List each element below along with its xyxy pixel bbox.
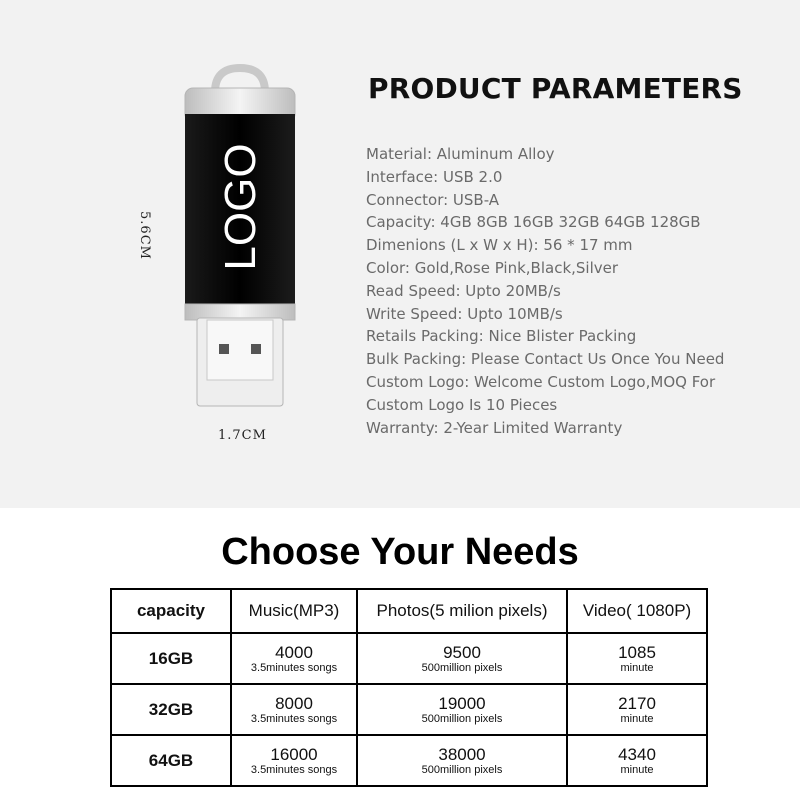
photos-cell (357, 735, 567, 786)
photos-value: 9500 (443, 642, 481, 662)
capacity-table (110, 588, 708, 787)
music-value: 8000 (275, 693, 313, 713)
video-cell (567, 735, 707, 786)
photos-cell (357, 633, 567, 684)
photos-value: 19000 (438, 693, 486, 713)
photos-value: 38000 (438, 744, 486, 764)
header-photos: Photos(5 milion pixels) (357, 589, 567, 633)
music-cell (231, 633, 357, 684)
music-note: 3.5minutes songs (250, 763, 338, 776)
needs-title: Choose Your Needs (221, 531, 579, 573)
parameter-line: Color: Gold,Rose Pink,Black,Silver (366, 258, 619, 277)
logo-text: LOGO (216, 143, 265, 271)
capacity-cell: 64GB (111, 735, 231, 786)
video-note: minute (620, 661, 654, 674)
video-value: 2170 (618, 693, 656, 713)
header-video: Video( 1080P) (567, 589, 707, 633)
video-note: minute (620, 763, 654, 776)
photos-note: 500million pixels (421, 763, 503, 776)
parameter-line: Bulk Packing: Please Contact Us Once You Need (366, 350, 725, 369)
parameters-list (366, 143, 786, 439)
photos-note: 500million pixels (421, 661, 503, 674)
video-note: minute (620, 712, 654, 725)
photos-note: 500million pixels (421, 712, 503, 725)
table-row (111, 735, 707, 786)
music-cell (231, 735, 357, 786)
capacity-cell: 16GB (111, 633, 231, 684)
parameter-line: Warranty: 2-Year Limited Warranty (366, 418, 623, 437)
parameter-line: Custom Logo: Welcome Custom Logo,MOQ For (366, 372, 716, 391)
video-cell (567, 633, 707, 684)
parameter-line: Connector: USB-A (366, 190, 500, 209)
header-capacity: capacity (111, 589, 231, 633)
music-note: 3.5minutes songs (250, 712, 338, 725)
video-value: 4340 (618, 744, 656, 764)
video-cell (567, 684, 707, 735)
parameters-title: PRODUCT PARAMETERS (368, 72, 743, 105)
parameter-line: Write Speed: Upto 10MB/s (366, 304, 563, 323)
music-value: 4000 (275, 642, 313, 662)
parameter-line: Capacity: 4GB 8GB 16GB 32GB 64GB 128GB (366, 213, 701, 232)
video-value: 1085 (618, 642, 656, 662)
parameter-line: Custom Logo Is 10 Pieces (366, 395, 558, 414)
table-row (111, 633, 707, 684)
table-header-row (111, 589, 707, 633)
header-music: Music(MP3) (231, 589, 357, 633)
table-row (111, 684, 707, 735)
music-value: 16000 (270, 744, 318, 764)
height-dimension-label: 5.6CM (136, 211, 152, 260)
parameter-line: Interface: USB 2.0 (366, 167, 503, 186)
music-note: 3.5minutes songs (250, 661, 338, 674)
parameter-line: Read Speed: Upto 20MB/s (366, 281, 561, 300)
parameter-line: Retails Packing: Nice Blister Packing (366, 327, 637, 346)
parameter-line: Dimenions (L x W x H): 56 * 17 mm (366, 236, 633, 255)
capacity-cell: 32GB (111, 684, 231, 735)
usb-flash-drive-image (175, 62, 305, 412)
width-dimension-label: 1.7CM (218, 428, 267, 443)
photos-cell (357, 684, 567, 735)
music-cell (231, 684, 357, 735)
parameter-line: Material: Aluminum Alloy (366, 145, 555, 163)
